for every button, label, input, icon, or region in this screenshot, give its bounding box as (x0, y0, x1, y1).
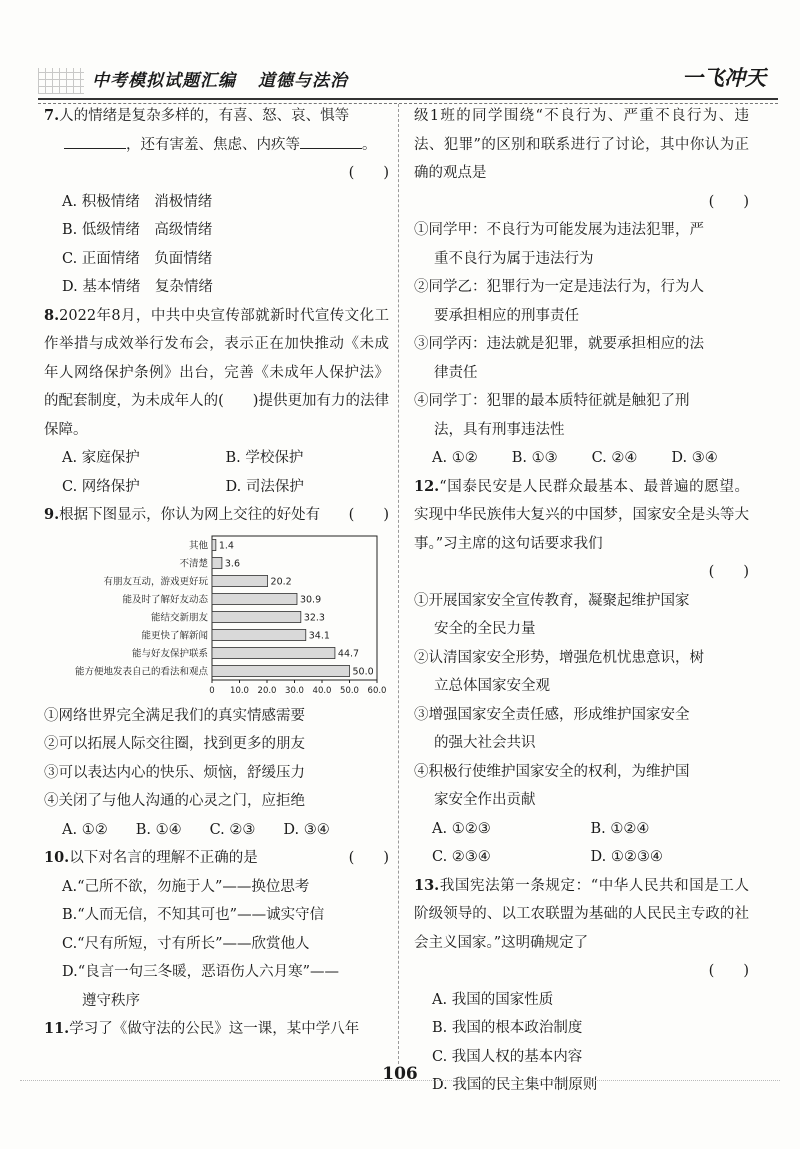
option-cont: 遵守秩序 (82, 992, 140, 1009)
bar (212, 665, 350, 676)
option[interactable]: B. 低级情绪 高级情绪 (62, 222, 213, 238)
option[interactable]: C. ②③ (209, 821, 256, 838)
option[interactable]: B.“人而无信，不知其可也”——诚实守信 (62, 907, 325, 923)
option[interactable]: C. ②④ (591, 450, 638, 466)
option[interactable]: A. ①②③ (432, 820, 491, 837)
category-label: 不清楚 (179, 558, 208, 569)
statement: ④积极行使维护国家安全的权利，为维护国 (414, 763, 690, 780)
bar (212, 539, 216, 550)
statement: ②同学乙：犯罪行为一定是违法行为，行为人 (414, 279, 704, 295)
option[interactable]: C. 我国人权的基本内容 (432, 1048, 583, 1065)
answer-paren[interactable]: ( ) (708, 193, 749, 210)
value-label: 30.9 (299, 594, 322, 605)
x-tick-label: 60.0 (367, 685, 387, 696)
option[interactable]: A. 积极情绪 消极情绪 (62, 193, 213, 210)
question-stem: 我国宪法第一条规定：“中华人民共和国是工人阶级领导的、以工农联盟为基础的人民民主专政的社会主义国家。”这明确规定了 (414, 877, 749, 951)
category-label: 能与好友保护联系 (131, 648, 208, 659)
x-tick-label: 0 (209, 685, 215, 696)
bar (212, 629, 306, 640)
statement: ①开展国家安全宣传教育，凝聚起维护国家 (414, 592, 690, 609)
option[interactable]: D.“良言一句三冬暖，恶语伤人六月寒”—— (62, 964, 340, 980)
question-number: 11. (44, 1020, 70, 1037)
value-label: 3.6 (224, 558, 241, 569)
value-label: 50.0 (352, 666, 374, 677)
question-10 (44, 844, 389, 1015)
x-tick-label: 30.0 (285, 685, 304, 696)
option[interactable]: B. ①②④ (590, 820, 650, 837)
answer-paren[interactable]: ( ) (348, 165, 389, 181)
question-11 (44, 1015, 389, 1044)
value-label: 1.4 (218, 540, 234, 551)
option[interactable]: C.“尺有所短，寸有所长”——欣赏他人 (62, 935, 310, 952)
category-label: 有朋友互动，游戏更好玩 (103, 576, 208, 587)
category-label: 能更快了解新闻 (141, 630, 208, 641)
option[interactable]: C. 网络保护 (62, 478, 140, 495)
bar (212, 593, 297, 604)
question-number: 10. (44, 849, 70, 866)
left-column (44, 102, 389, 1044)
value-label: 32.3 (303, 612, 325, 623)
option[interactable]: D. 司法保护 (225, 478, 304, 495)
question-number: 8. (44, 306, 60, 324)
question-7 (44, 102, 389, 302)
option[interactable]: A. 我国的国家性质 (432, 991, 554, 1008)
answer-paren[interactable]: ( ) (708, 564, 749, 580)
statement-cont: 家安全作出贡献 (434, 792, 536, 808)
question-11-cont (414, 102, 749, 473)
right-column (414, 102, 749, 1100)
question-number: 13. (414, 876, 440, 894)
category-label: 其他 (188, 540, 208, 551)
chart-svg (44, 532, 389, 700)
statement-cont: 重不良行为属于违法行为 (434, 250, 594, 267)
option[interactable]: D. 我国的民主集中制原则 (432, 1077, 598, 1093)
statement-cont: 律责任 (434, 364, 478, 381)
x-tick-label: 10.0 (230, 685, 249, 696)
statement: ②认清国家安全形势，增强危机忧患意识，树 (414, 649, 704, 666)
x-tick-label: 40.0 (312, 685, 332, 696)
question-stem-cont: ，还有害羞、焦虑、内疚等 (126, 136, 300, 153)
statement: ①同学甲：不良行为可能发展为违法犯罪，严 (414, 222, 704, 238)
question-stem: 以下对名言的理解不正确的是 (69, 850, 258, 866)
option[interactable]: A. 家庭保护 (62, 450, 140, 466)
option[interactable]: B. 我国的根本政治制度 (432, 1020, 583, 1036)
option[interactable]: D. ③④ (283, 821, 330, 838)
question-8 (44, 302, 389, 502)
category-label: 能及时了解好友动态 (122, 594, 208, 605)
column-divider (398, 104, 399, 1064)
answer-blank[interactable] (300, 134, 362, 149)
question-stem: “国泰民安是人民群众最基本、最普遍的愿望。实现中华民族伟大复兴的中国梦，国家安全是头等大事。”习主席的这句话要求我们 (414, 478, 749, 552)
option[interactable]: C. ②③④ (432, 849, 491, 865)
option[interactable]: D. ③④ (671, 450, 718, 466)
answer-paren[interactable]: ( ) (348, 850, 389, 866)
header-title (92, 66, 348, 91)
question-13 (414, 872, 749, 1100)
subject-title: 道德与法治 (258, 71, 348, 91)
bar (212, 647, 335, 658)
x-tick-label: 50.0 (340, 685, 359, 696)
bar (212, 575, 268, 586)
question-stem: 人的情绪是复杂多样的，有喜、怒、哀、惧等 (59, 108, 350, 124)
statement: ③增强国家安全责任感，形成维护国家安全 (414, 706, 690, 723)
option[interactable]: B. 学校保护 (225, 450, 304, 466)
statement-cont: 的强大社会共识 (434, 735, 536, 751)
value-label: 20.2 (270, 576, 292, 587)
statement-cont: 立总体国家安全观 (434, 678, 550, 694)
option[interactable]: D. 基本情绪 复杂情绪 (62, 279, 213, 295)
statement: ③同学丙：违法就是犯罪，就要承担相应的法 (414, 336, 704, 352)
question-stem: 根据下图显示，你认为网上交往的好处有 (59, 507, 321, 523)
question-number: 7. (44, 107, 60, 124)
answer-blank[interactable] (64, 134, 126, 149)
question-stem: 2022年8月，中共中央宣传部就新时代宣传文化工作举措与成效举行发布会，表示正在加快推动《未成年人网络保护条例》出台，完善《未成年人保护法》的配套制度，为未成年人的( )提供更加有力的法律保障。 (44, 307, 389, 438)
category-label: 能方便地发表自己的看法和观点 (74, 666, 208, 677)
question-number: 9. (44, 506, 60, 523)
statement-cont: 安全的全民力量 (434, 621, 536, 637)
answer-paren[interactable]: ( ) (708, 963, 749, 979)
header-decoration (38, 68, 84, 94)
option[interactable]: A. ①② (62, 821, 108, 838)
statement: ④关闭了与他人沟通的心灵之门，应拒绝 (44, 793, 305, 809)
question-stem-end: 。 (362, 136, 377, 153)
statement-cont: 法，具有刑事违法性 (434, 421, 565, 438)
question-9 (44, 501, 389, 844)
question-12 (414, 473, 749, 872)
question-stem: 学习了《做守法的公民》这一课，某中学八年 (69, 1021, 360, 1037)
statement: ④同学丁：犯罪的最本质特征就是触犯了刑 (414, 393, 690, 409)
value-label: 44.7 (337, 648, 360, 659)
question-stem: 级1班的同学围绕“不良行为、严重不良行为、违法、犯罪”的区别和联系进行了讨论，其中你认为正确的观点是 (414, 108, 749, 181)
book-title: 中考模拟试题汇编 (92, 71, 236, 91)
x-tick-label: 20.0 (257, 685, 277, 696)
page-number: 106 (382, 1064, 418, 1084)
option[interactable]: A. ①② (432, 450, 478, 466)
statement: ②可以拓展人际交往圈，找到更多的朋友 (44, 736, 305, 752)
bar-chart (44, 532, 389, 700)
value-label: 34.1 (308, 630, 330, 641)
option[interactable]: A.“己所不欲，勿施于人”——换位思考 (62, 878, 310, 895)
bar (212, 611, 301, 622)
statement: ③可以表达内心的快乐、烦恼，舒缓压力 (44, 764, 305, 781)
statement-cont: 要承担相应的刑事责任 (434, 307, 579, 324)
option[interactable]: D. ①②③④ (590, 849, 663, 865)
statement: ①网络世界完全满足我们的真实情感需要 (44, 707, 305, 724)
category-label: 能结交新朋友 (150, 612, 208, 623)
page-header (38, 58, 778, 98)
question-number: 12. (414, 477, 440, 495)
option[interactable]: C. 正面情绪 负面情绪 (62, 250, 213, 267)
brand-logo: 一飞冲天 (682, 66, 766, 90)
answer-paren[interactable]: ( ) (348, 507, 389, 523)
option[interactable]: B. ①④ (135, 821, 182, 838)
option[interactable]: B. ①③ (511, 450, 558, 466)
bar (212, 557, 222, 568)
